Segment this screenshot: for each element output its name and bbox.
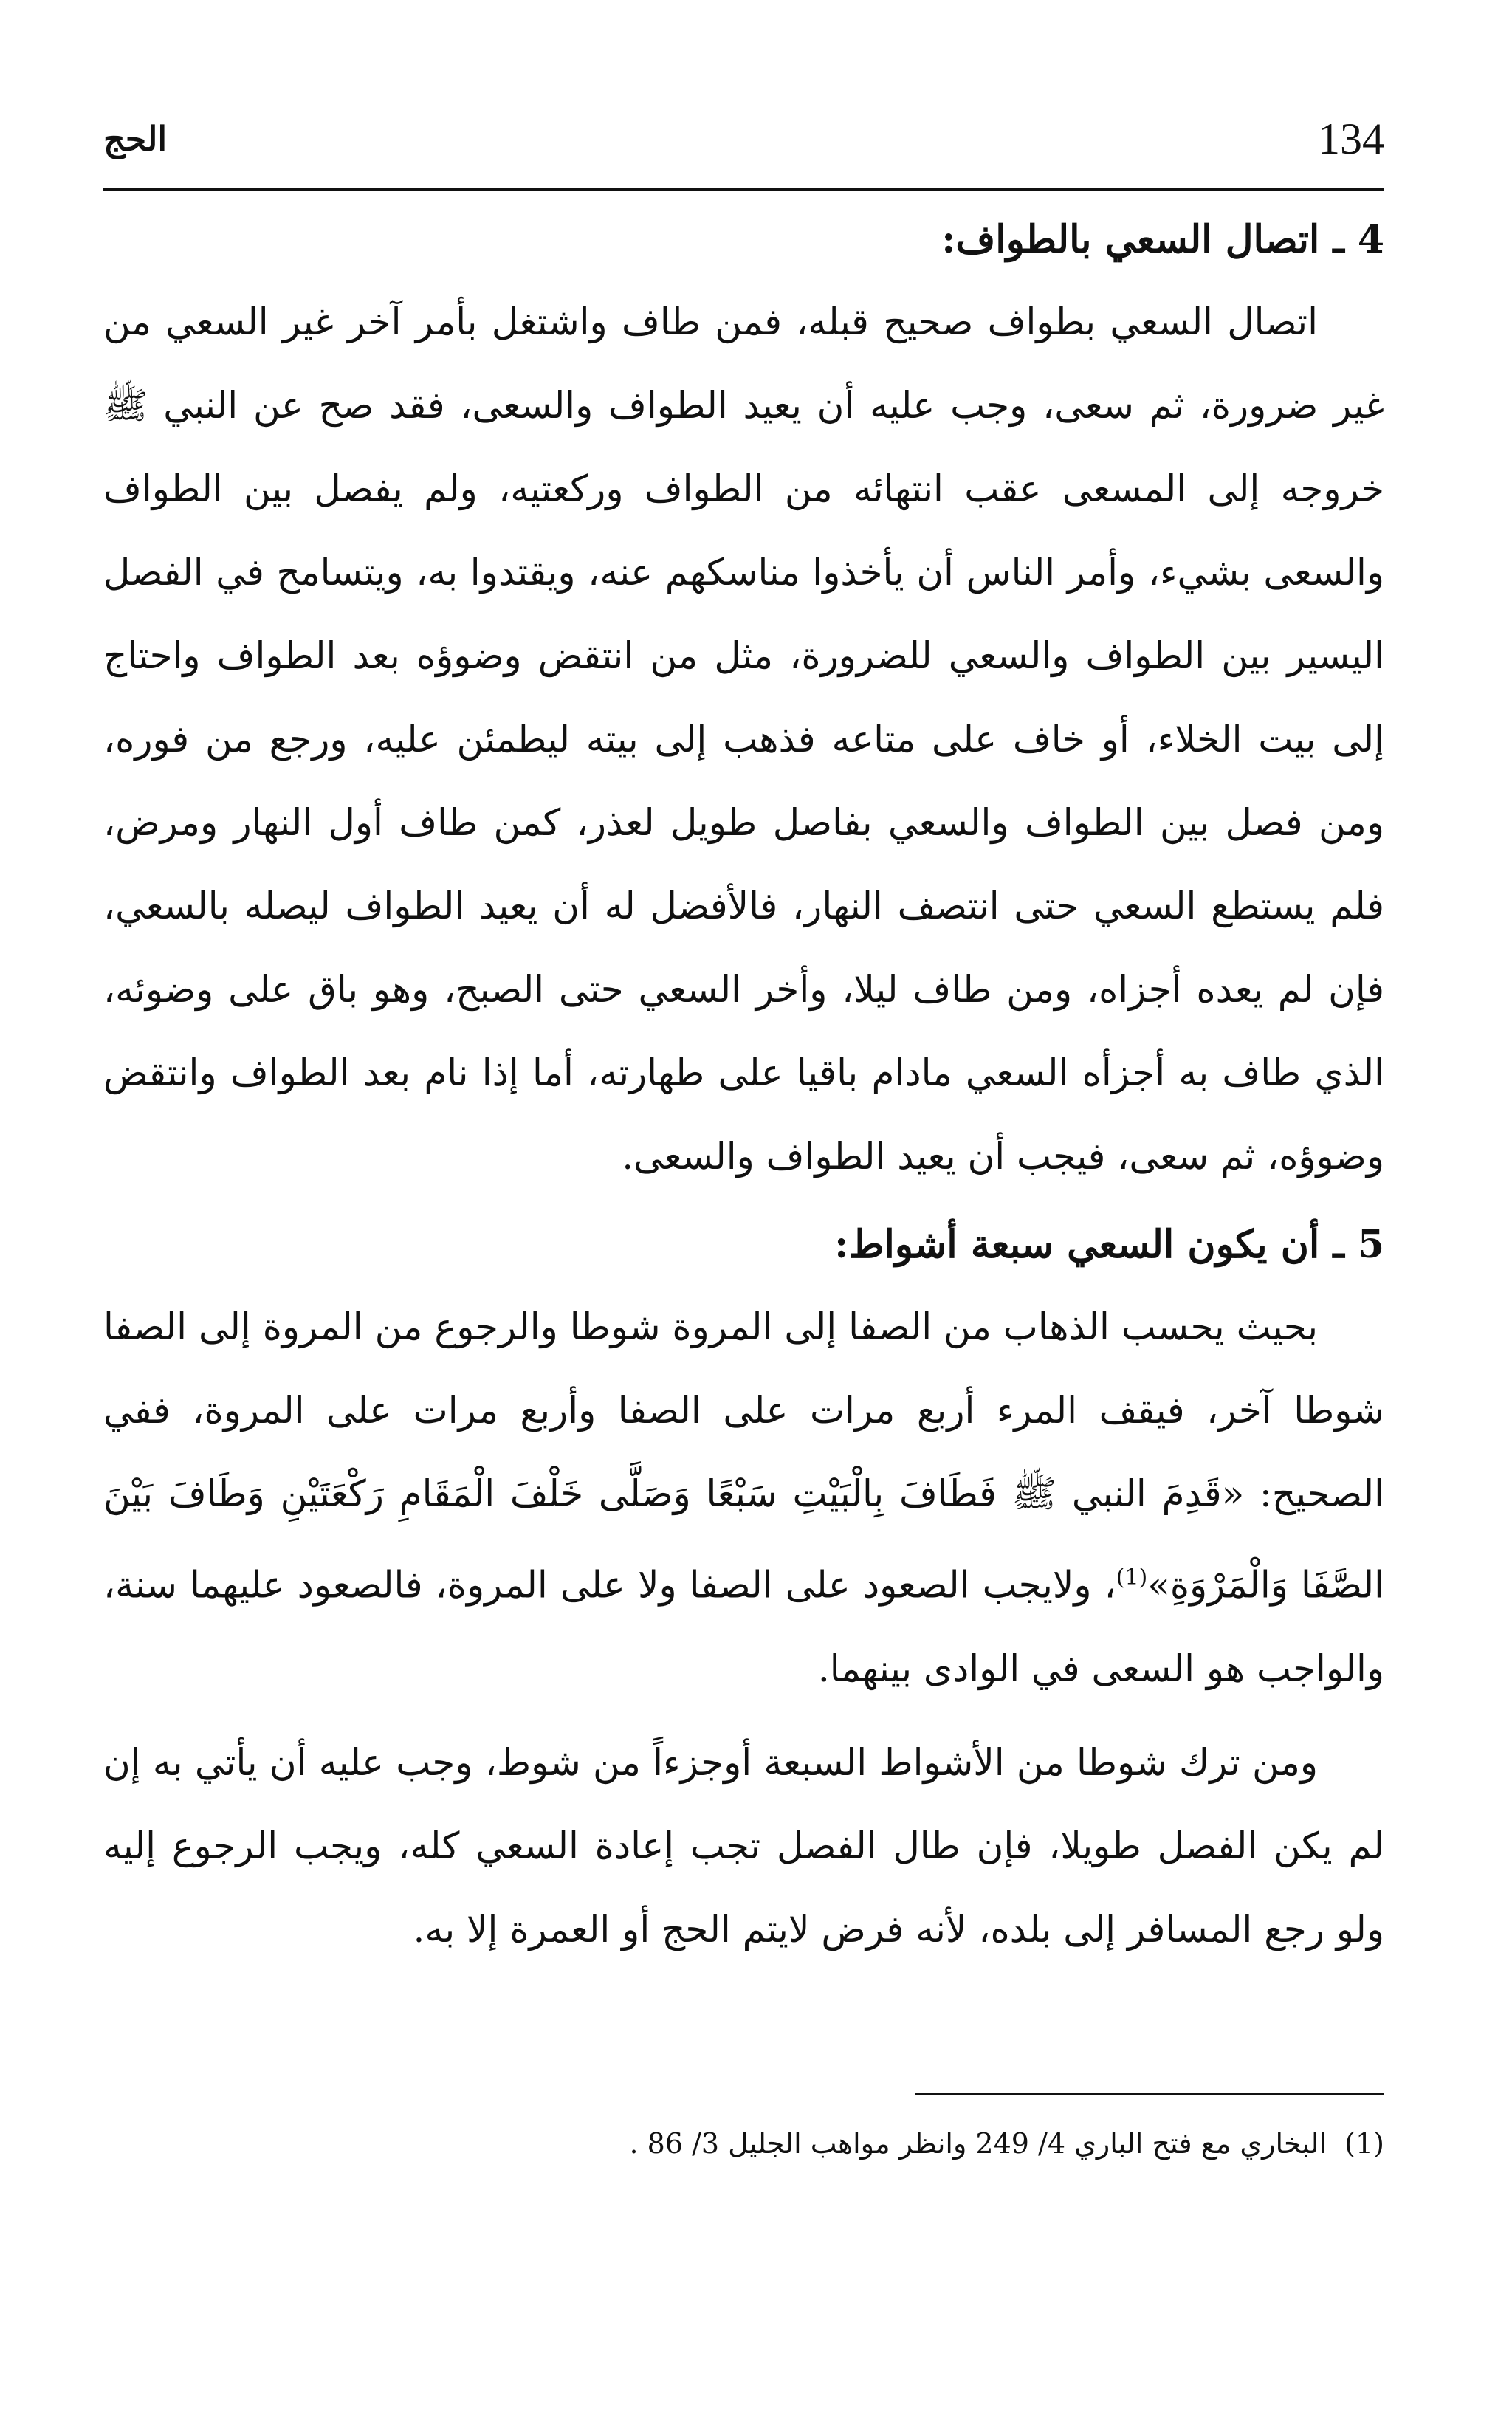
footnote-reference[interactable]: (1) — [1116, 1565, 1148, 1590]
main-text — [103, 199, 1384, 1971]
paragraph-text-continued: ، ولايجب الصعود على الصفا ولا على المروة، فالصعود عليهما سنة، والواجب هو السعى في الوادى بينهما. — [103, 1563, 1384, 1690]
paragraph: ومن ترك شوطا من الأشواط السبعة أوجزءاً من شوط، وجب عليه أن يأتي به إن لم يكن الفصل طويلا، فإن طال الفصل تجب إعادة السعي كله، ويجب الرجوع إليه ولو رجع المسافر إلى بلده، لأنه فرض لايتم الحج أو العمرة إلا به. — [103, 1740, 1384, 1951]
footnote — [413, 2110, 1384, 2177]
header-divider — [103, 188, 1384, 191]
paragraph: اتصال السعي بطواف صحيح قبله، فمن طاف واشتغل بأمر آخر غير السعي من غير ضرورة، ثم سعى، وجب عليه أن يعيد الطواف والسعى، فقد صح عن النبي ﷺ خروجه إلى المسعى عقب انتهائه من الطواف وركعتيه، ولم يفصل بين الطواف والسعى بشيء، وأمر الناس أن يأخذوا مناسكهم عنه، ويقتدوا به، ويتسامح في الفصل اليسير بين الطواف والسعي للضرورة، مثل من انتقض وضوؤه بعد الطواف واحتاج إلى بيت الخلاء، أو خاف على متاعه فذهب إلى بيته ليطمئن عليه، ورجع من فوره، ومن فصل بين الطواف والسعي بفاصل طويل لعذر، كمن طاف أول النهار ومرض، فلم يستطع السعي حتى انتصف النهار، فالأفضل له أن يعيد الطواف ليصله بالسعي، فإن لم يعده أجزاه، ومن طاف ليلا، وأخر السعي حتى الصبح، وهو باق على وضوئه، الذي طاف به أجزأه السعي مادام باقيا على طهارته، أما إذا نام بعد الطواف وانتقض وضوؤه، ثم سعى، فيجب أن يعيد الطواف والسعى. — [103, 301, 1384, 1178]
page-number: 134 — [1318, 114, 1384, 163]
footnote-marker: (1) — [1344, 2127, 1384, 2160]
section-heading-4: 4 ـ اتصال السعي بالطواف: — [941, 217, 1384, 262]
section-heading-5: 5 ـ أن يكون السعي سبعة أشواط: — [834, 1222, 1384, 1267]
paragraph-text: بحيث يحسب الذهاب من الصفا إلى المروة شوطا والرجوع من المروة إلى الصفا شوطا آخر، فيقف المرء أربع مرات على الصفا وأربع مرات على المروة، ففي الصحيح: «قَدِمَ النبي ﷺ فَطَافَ بِالْبَيْتِ سَبْعًا وَصَلَّى خَلْفَ الْمَقَامِ رَكْعَتَيْنِ وَطَافَ بَيْنَ الصَّفَا وَالْمَرْوَةِ» — [103, 1305, 1385, 1607]
chapter-title: الحج — [103, 119, 168, 159]
footnote-divider — [915, 2093, 1384, 2095]
running-header — [103, 103, 1384, 192]
paragraph — [103, 1285, 1384, 1711]
footnote-text: البخاري مع فتح الباري 4/ 249 وانظر مواهب الجليل 3/ 86 . — [629, 2127, 1327, 2160]
